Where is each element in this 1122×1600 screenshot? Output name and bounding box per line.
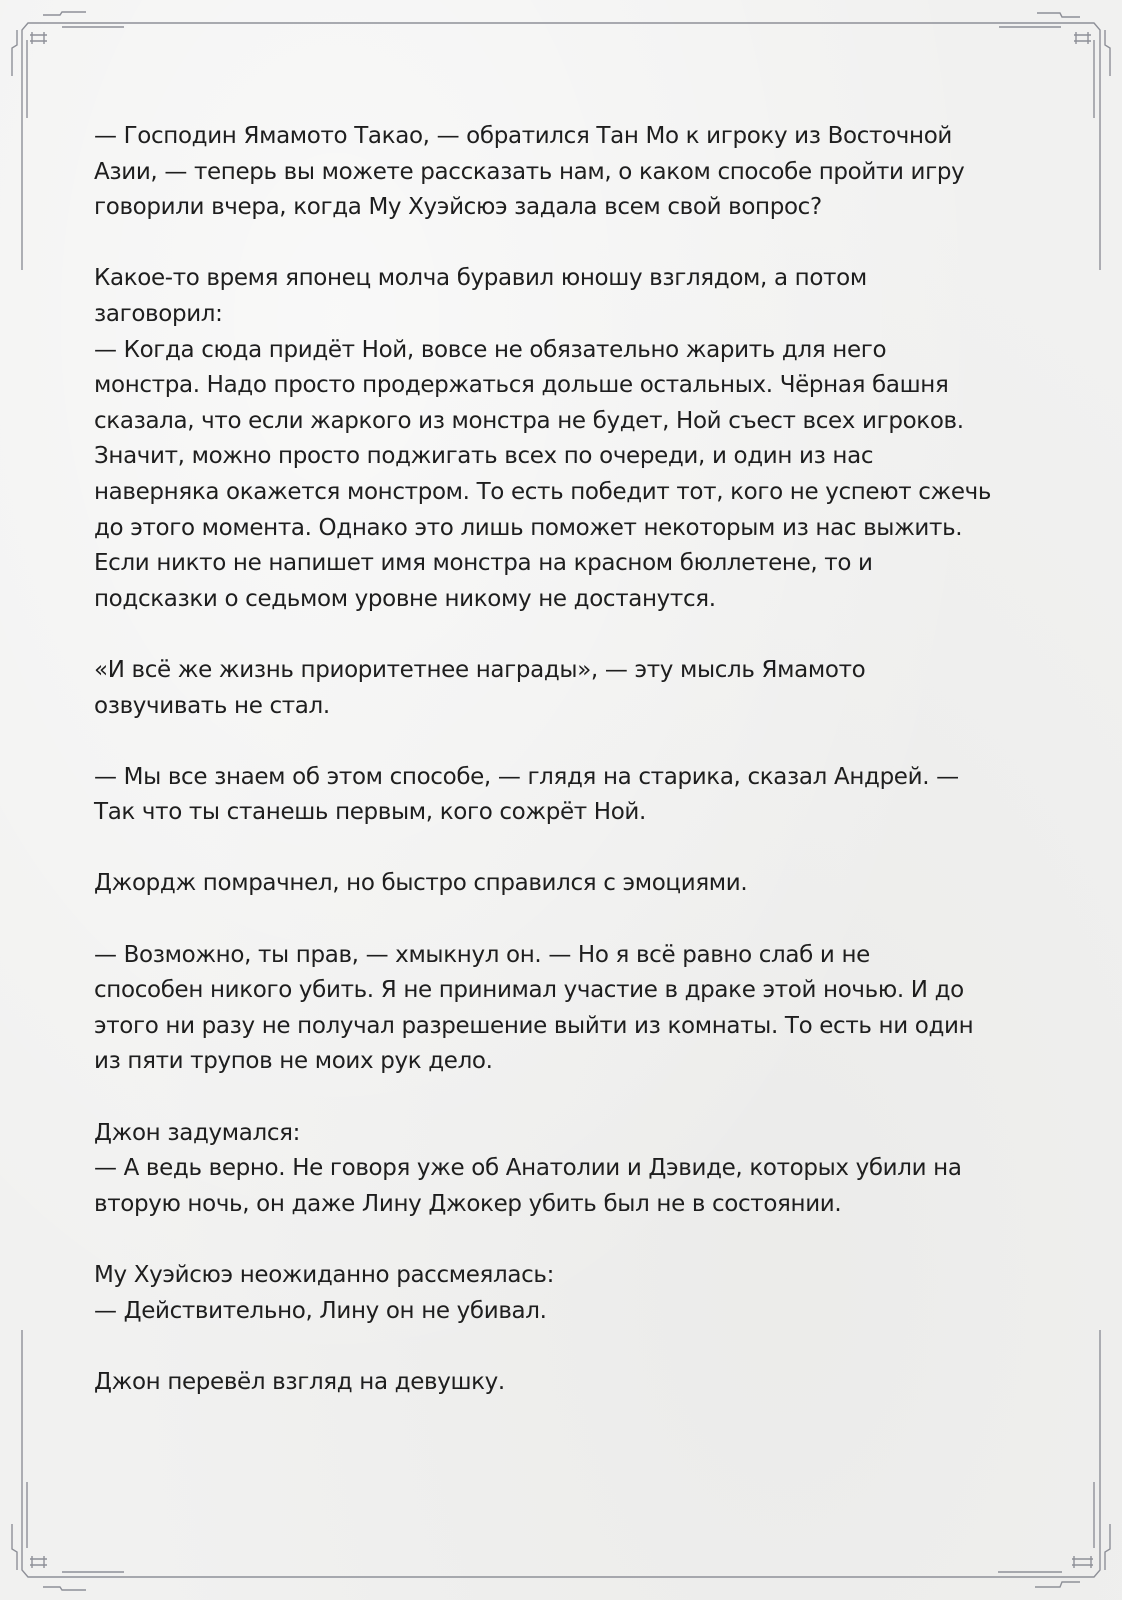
text-line: Му Хуэйсюэ неожиданно рассмеялась: bbox=[94, 1261, 555, 1288]
text-line: подсказки о седьмом уровне никому не достанутся. bbox=[94, 584, 716, 612]
text-line: до этого момента. Однако это лишь поможет некоторым из нас выжить. bbox=[94, 513, 963, 541]
hash-glyph-icon bbox=[30, 1556, 47, 1568]
text-line: этого ни разу не получал разрешение выйти из комнаты. То есть ни один bbox=[94, 1011, 974, 1039]
text-line: Джон перевёл взгляд на девушку. bbox=[94, 1367, 505, 1395]
text-line: сказала, что если жаркого из монстра не будет, Ной съест всех игроков. bbox=[94, 406, 964, 434]
text-line: Если никто не напишет имя монстра на красном бюллетене, то и bbox=[94, 549, 873, 577]
text-line: из пяти трупов не моих рук дело. bbox=[94, 1047, 493, 1075]
paragraph bbox=[94, 937, 1014, 1079]
text-line: способен никого убить. Я не принимал участие в драке этой ночью. И до bbox=[94, 976, 964, 1004]
text-line: монстра. Надо просто продержаться дольше остальных. Чёрная башня bbox=[94, 371, 949, 399]
text-line: Джон задумался: bbox=[94, 1118, 300, 1146]
paragraph bbox=[94, 759, 1014, 830]
paragraph bbox=[94, 118, 1014, 225]
text-line: вторую ночь, он даже Лину Джокер убить был не в состоянии. bbox=[94, 1189, 842, 1217]
text-line: Так что ты станешь первым, кого сожрёт Ной. bbox=[94, 798, 646, 826]
paragraph bbox=[94, 260, 1014, 616]
text-line: — А ведь верно. Не говоря уже об Анатолии и Дэвиде, которых убили на bbox=[94, 1154, 962, 1182]
corner-ornament-top-left bbox=[12, 12, 124, 118]
text-line: — Господин Ямамото Такао, — обратился Тан Мо к игроку из Восточной bbox=[94, 122, 953, 149]
text-line: Азии, — теперь вы можете рассказать нам, о каком способе пройти игру bbox=[94, 157, 965, 185]
paragraph bbox=[94, 1115, 1014, 1222]
paragraph bbox=[94, 865, 1014, 901]
text-line: озвучивать не стал. bbox=[94, 691, 330, 719]
paragraph bbox=[94, 652, 1014, 723]
text-line: наверняка окажется монстром. То есть победит тот, кого не успеют сжечь bbox=[94, 477, 992, 505]
hash-glyph-icon bbox=[1074, 32, 1091, 44]
text-line: — Когда сюда придёт Ной, вовсе не обязательно жарить для него bbox=[94, 335, 887, 363]
text-line: заговорил: bbox=[94, 299, 223, 327]
text-line: Значит, можно просто поджигать всех по очереди, и один из нас bbox=[94, 442, 874, 470]
text-line: Какое-то время японец молча буравил юношу взглядом, а потом bbox=[94, 264, 867, 292]
text-line: «И всё же жизнь приоритетнее награды», — эту мысль Ямамото bbox=[94, 655, 866, 683]
hash-glyph-icon bbox=[30, 32, 47, 44]
paragraph bbox=[94, 1364, 1014, 1400]
text-line: — Действительно, Лину он не убивал. bbox=[94, 1296, 547, 1324]
corner-ornament-bottom-right bbox=[998, 1482, 1110, 1587]
text-line: — Мы все знаем об этом способе, — глядя на старика, сказал Андрей. — bbox=[94, 762, 959, 790]
corner-ornament-bottom-left bbox=[12, 1482, 124, 1590]
corner-ornament-top-right bbox=[999, 13, 1110, 118]
hash-glyph-icon bbox=[1072, 1556, 1093, 1568]
paragraph bbox=[94, 1257, 1014, 1328]
text-line: говорили вчера, когда Му Хуэйсюэ задала всем свой вопрос? bbox=[94, 193, 822, 221]
document-body bbox=[94, 118, 1014, 1435]
text-line: — Возможно, ты прав, — хмыкнул он. — Но я всё равно слаб и не bbox=[94, 940, 870, 968]
text-line: Джордж помрачнел, но быстро справился с эмоциями. bbox=[94, 869, 748, 897]
